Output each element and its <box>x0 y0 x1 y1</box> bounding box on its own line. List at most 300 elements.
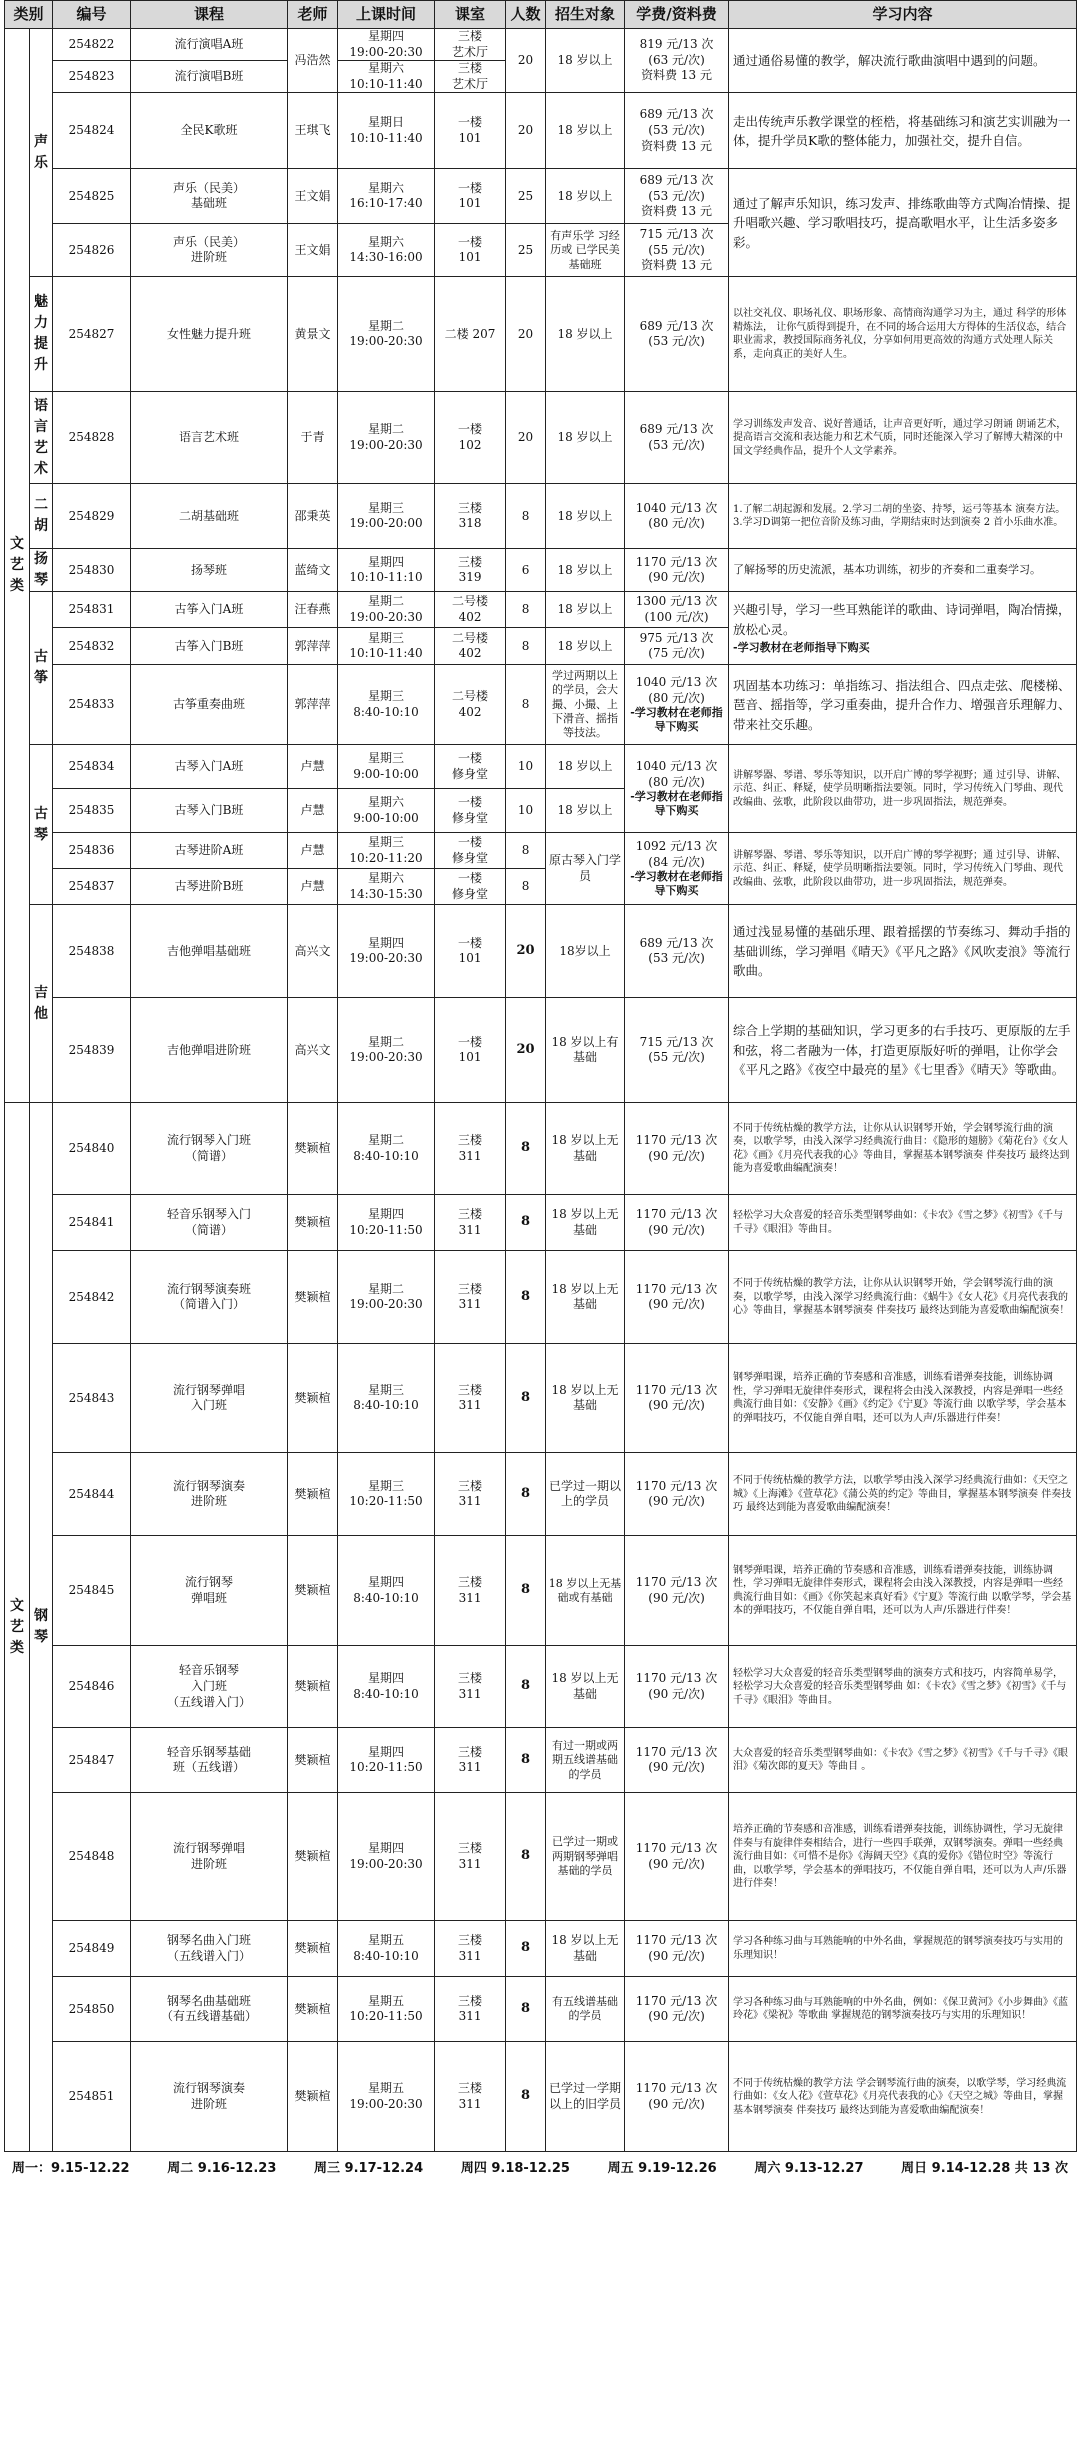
content: 通过了解声乐知识，练习发声、排练歌曲等方式陶冶情操、提升唱歌兴趣、学习歌唱技巧，提高歌唱水平，让生活多姿多彩。 <box>729 169 1077 277</box>
category-cell: 文 艺 类 <box>5 29 30 1103</box>
table-row <box>5 1977 1077 2042</box>
course-id: 254848 <box>53 1793 131 1921</box>
footer-sunday: 周日 9.14-12.28 共 13 次 <box>901 2161 1068 2177</box>
course-id: 254846 <box>53 1646 131 1728</box>
subcategory-cell: 扬 琴 <box>30 549 53 592</box>
teacher: 卢慧 <box>288 833 338 869</box>
footer-friday: 周五 9.19-12.26 <box>607 2161 717 2177</box>
teacher: 樊颖楦 <box>288 1103 338 1195</box>
classroom: 三楼 311 <box>435 1195 506 1251</box>
table-row <box>5 29 1077 61</box>
table-row <box>5 1103 1077 1195</box>
fee: 689 元/13 次 (53 元/次) 资料费 13 元 <box>625 169 729 224</box>
target: 18 岁以上有基础 <box>546 998 625 1103</box>
classroom: 三楼 311 <box>435 1977 506 2042</box>
course-name: 古琴进阶B班 <box>131 869 288 905</box>
teacher: 樊颖楦 <box>288 1977 338 2042</box>
subcategory-cell: 钢 琴 <box>30 1103 53 2152</box>
table-row <box>5 745 1077 789</box>
category-cell: 文 艺 类 <box>5 1103 30 2152</box>
content: 大众喜爱的轻音乐类型钢琴曲如：《卡农》《雪之梦》《初雪》《千与千寻》《眼泪》《菊次郎的夏天》等曲目 。 <box>729 1728 1077 1793</box>
fee-cell <box>625 665 729 745</box>
class-time: 星期二 8:40-10:10 <box>338 1103 435 1195</box>
class-time: 星期六 10:10-11:40 <box>338 61 435 93</box>
target: 有声乐学 习经历或 已学民美 基础班 <box>546 224 625 277</box>
header-capacity: 人数 <box>506 1 546 29</box>
target: 18 岁以上 <box>546 745 625 789</box>
classroom: 一楼 修身堂 <box>435 869 506 905</box>
teacher: 王文娟 <box>288 224 338 277</box>
content: 钢琴弹唱课，培养正确的节奏感和音准感，训练看谱弹奏技能，训练协调性，学习弹唱无旋律伴奏形式，课程将会由浅入深教授，内容是弹唱一些经典流行曲目如：《安静》《画》《约定》《宁夏》等流行曲 以歌学琴，学会基本的弹唱技巧，不仅能自弹自唱，还可以为人声/乐器进行伴奏！ <box>729 1344 1077 1453</box>
fee: 1040 元/13 次 (80 元/次) <box>635 758 718 789</box>
content: 通过浅显易懂的基础乐理、跟着摇摆的节奏练习、舞动手指的基础训练，学习弹唱《晴天》《平凡之路》《风吹麦浪》等流行歌曲。 <box>729 905 1077 998</box>
teacher: 王琪飞 <box>288 93 338 169</box>
course-name: 声乐（民美） 进阶班 <box>131 224 288 277</box>
course-id: 254831 <box>53 592 131 628</box>
class-time: 星期三 10:10-11:40 <box>338 628 435 665</box>
course-name: 古筝入门A班 <box>131 592 288 628</box>
table-row <box>5 2042 1077 2152</box>
material-note: -学习教材在老师指导下购买 <box>630 870 723 898</box>
content: 走出传统声乐教学课堂的桎梏，将基础练习和演艺实训融为一体，提升学员K歌的整体能力，加强社交，提升自信。 <box>729 93 1077 169</box>
content: 兴趣引导，学习一些耳熟能详的歌曲、诗词弹唱，陶冶情操，放松心灵。 <box>733 602 1071 637</box>
course-id: 254823 <box>53 61 131 93</box>
capacity: 8 <box>506 2042 546 2152</box>
class-time: 星期二 19:00-20:30 <box>338 998 435 1103</box>
teacher: 樊颖楦 <box>288 1344 338 1453</box>
table-row <box>5 1195 1077 1251</box>
course-name: 全民K歌班 <box>131 93 288 169</box>
course-name: 吉他弹唱进阶班 <box>131 998 288 1103</box>
target: 已学过一期或两期钢琴弹唱基础的学员 <box>546 1793 625 1921</box>
class-time: 星期三 10:20-11:50 <box>338 1453 435 1536</box>
course-name: 吉他弹唱基础班 <box>131 905 288 998</box>
capacity: 8 <box>506 484 546 549</box>
header-time: 上课时间 <box>338 1 435 29</box>
capacity: 8 <box>506 1251 546 1344</box>
course-id: 254833 <box>53 665 131 745</box>
capacity: 10 <box>506 789 546 833</box>
target: 有过一期或两期五线谱基础的学员 <box>546 1728 625 1793</box>
classroom: 二楼 207 <box>435 277 506 392</box>
target: 18岁以上 <box>546 905 625 998</box>
classroom: 二号楼 402 <box>435 592 506 628</box>
content: 轻松学习大众喜爱的轻音乐类型钢琴曲的演奏方式和技巧，内容简单易学，轻松学习大众喜爱的轻音乐类型钢琴曲 如：《卡农》《雪之梦》《初雪》《千与千寻》《眼泪》等曲目。 <box>729 1646 1077 1728</box>
capacity: 8 <box>506 1921 546 1977</box>
course-name: 流行钢琴弹唱 入门班 <box>131 1344 288 1453</box>
class-time: 星期二 19:00-20:30 <box>338 392 435 484</box>
classroom: 三楼 319 <box>435 549 506 592</box>
classroom: 三楼 311 <box>435 1453 506 1536</box>
course-id: 254850 <box>53 1977 131 2042</box>
class-time: 星期三 19:00-20:00 <box>338 484 435 549</box>
classroom: 三楼 311 <box>435 2042 506 2152</box>
fee: 1170 元/13 次 (90 元/次) <box>625 1793 729 1921</box>
course-id: 254842 <box>53 1251 131 1344</box>
course-id: 254839 <box>53 998 131 1103</box>
content: 巩固基本功练习：单指练习、指法组合、四点走弦、爬楼梯、琶音、摇指等，学习重奏曲，提升合作力、增强音乐理解力、带来社交乐趣。 <box>729 665 1077 745</box>
course-id: 254836 <box>53 833 131 869</box>
header-content: 学习内容 <box>729 1 1077 29</box>
capacity: 20 <box>506 29 546 93</box>
course-id: 254841 <box>53 1195 131 1251</box>
course-id: 254840 <box>53 1103 131 1195</box>
course-name: 流行钢琴演奏 进阶班 <box>131 1453 288 1536</box>
header-fee: 学费/资料费 <box>625 1 729 29</box>
footer-saturday: 周六 9.13-12.27 <box>754 2161 864 2177</box>
teacher: 樊颖楦 <box>288 1453 338 1536</box>
table-row <box>5 1344 1077 1453</box>
target: 18 岁以上 <box>546 549 625 592</box>
target: 18 岁以上 <box>546 277 625 392</box>
class-time: 星期四 10:20-11:50 <box>338 1195 435 1251</box>
course-table <box>4 0 1077 2152</box>
class-time: 星期三 8:40-10:10 <box>338 1344 435 1453</box>
table-row <box>5 549 1077 592</box>
material-note: -学习教材在老师指导下购买 <box>630 706 723 734</box>
capacity: 20 <box>506 905 546 998</box>
teacher: 郭萍萍 <box>288 665 338 745</box>
header-row <box>5 1 1077 29</box>
teacher: 蓝绮文 <box>288 549 338 592</box>
course-name: 古琴入门B班 <box>131 789 288 833</box>
fee: 689 元/13 次 (53 元/次) <box>625 905 729 998</box>
content: 学习各种练习曲与耳熟能响的中外名曲，例如：《保卫黄河》《小步舞曲》《蓝玲花》《梁祝》等歌曲 掌握规范的钢琴演奏技巧与实用的乐理知识！ <box>729 1977 1077 2042</box>
classroom: 一楼 修身堂 <box>435 745 506 789</box>
course-id: 254847 <box>53 1728 131 1793</box>
class-time: 星期二 19:00-20:30 <box>338 592 435 628</box>
content: 讲解琴器、琴谱、琴乐等知识，以开启广博的琴学视野；通 过引导、讲解、示范、纠正、释疑，使学员明晰指法要领。同时，学习传统入门琴曲、现代改编曲、弦歌，此阶段以曲带功，进一步巩固指法，规范弹奏。 <box>729 833 1077 905</box>
classroom: 一楼 101 <box>435 998 506 1103</box>
class-time: 星期二 19:00-20:30 <box>338 277 435 392</box>
teacher: 邵秉英 <box>288 484 338 549</box>
class-time: 星期六 14:30-16:00 <box>338 224 435 277</box>
course-name: 古琴进阶A班 <box>131 833 288 869</box>
fee: 1170 元/13 次 (90 元/次) <box>625 1728 729 1793</box>
class-time: 星期四 19:00-20:30 <box>338 905 435 998</box>
teacher: 高兴文 <box>288 998 338 1103</box>
classroom: 一楼 101 <box>435 169 506 224</box>
fee-cell <box>625 745 729 833</box>
capacity: 8 <box>506 1793 546 1921</box>
classroom: 一楼 102 <box>435 392 506 484</box>
course-id: 254844 <box>53 1453 131 1536</box>
course-id: 254830 <box>53 549 131 592</box>
classroom: 三楼 311 <box>435 1103 506 1195</box>
content: 不同于传统枯燥的教学方法 学会钢琴流行曲的演奏，以歌学琴，学习经典流行曲如：《女人花》《萱草花》《月亮代表我的心》《天空之城》等曲目，掌握基本钢琴演奏 伴奏技巧 最终达到能为喜爱歌曲编配演奏！ <box>729 2042 1077 2152</box>
fee: 1040 元/13 次 (80 元/次) <box>625 484 729 549</box>
class-time: 星期三 9:00-10:00 <box>338 745 435 789</box>
classroom: 三楼 318 <box>435 484 506 549</box>
material-note: -学习教材在老师指导下购买 <box>630 790 723 818</box>
table-row <box>5 1536 1077 1646</box>
fee: 1170 元/13 次 (90 元/次) <box>625 1977 729 2042</box>
teacher: 郭萍萍 <box>288 628 338 665</box>
course-id: 254834 <box>53 745 131 789</box>
capacity: 8 <box>506 1195 546 1251</box>
course-id: 254851 <box>53 2042 131 2152</box>
course-name: 流行钢琴入门班 （简谱） <box>131 1103 288 1195</box>
capacity: 8 <box>506 833 546 869</box>
header-target: 招生对象 <box>546 1 625 29</box>
fee: 819 元/13 次 (63 元/次) 资料费 13 元 <box>625 29 729 93</box>
course-name: 流行钢琴演奏 进阶班 <box>131 2042 288 2152</box>
header-id: 编号 <box>53 1 131 29</box>
content: 综合上学期的基础知识，学习更多的右手技巧、更原版的左手和弦，将二者融为一体，打造更原版好听的弹唱，让你学会《平凡之路》《夜空中最亮的星》《七里香》《晴天》等歌曲。 <box>729 998 1077 1103</box>
target: 有五线谱基础的学员 <box>546 1977 625 2042</box>
classroom: 二号楼 402 <box>435 628 506 665</box>
subcategory-cell: 二 胡 <box>30 484 53 549</box>
classroom: 一楼 修身堂 <box>435 833 506 869</box>
capacity: 8 <box>506 592 546 628</box>
content: 钢琴弹唱课，培养正确的节奏感和音准感，训练看谱弹奏技能，训练协调性，学习弹唱无旋律伴奏形式，课程将会由浅入深教授，内容是弹唱一些经典流行曲目如：《画》《你笑起来真好看》《宁夏》等流行曲 以歌学琴，学会基本的弹唱技巧，不仅能自弹自唱，还可以为人声/乐器进行伴奏！ <box>729 1536 1077 1646</box>
course-name: 古筝重奏曲班 <box>131 665 288 745</box>
classroom: 一楼 101 <box>435 905 506 998</box>
fee: 689 元/13 次 (53 元/次) 资料费 13 元 <box>625 93 729 169</box>
fee: 1170 元/13 次 (90 元/次) <box>625 1195 729 1251</box>
classroom: 二号楼 402 <box>435 665 506 745</box>
header-teacher: 老师 <box>288 1 338 29</box>
capacity: 8 <box>506 1344 546 1453</box>
material-note: -学习教材在老师指导下购买 <box>733 641 870 655</box>
course-id: 254838 <box>53 905 131 998</box>
fee: 1170 元/13 次 (90 元/次) <box>625 1453 729 1536</box>
capacity: 20 <box>506 998 546 1103</box>
course-name: 声乐（民美） 基础班 <box>131 169 288 224</box>
teacher: 汪春燕 <box>288 592 338 628</box>
content: 学习训练发声发音、说好普通话，让声音更好听，通过学习朗诵 朗诵艺术，提高语言交流和表达能力和艺术气质，同时还能深入学习了解博大精深的中国文学经典作品，提升个人文学素养。 <box>729 392 1077 484</box>
teacher: 樊颖楦 <box>288 1251 338 1344</box>
capacity: 8 <box>506 1103 546 1195</box>
classroom: 一楼 101 <box>435 93 506 169</box>
table-row <box>5 1646 1077 1728</box>
capacity: 20 <box>506 93 546 169</box>
target: 原古琴入门学员 <box>546 833 625 905</box>
course-name: 轻音乐钢琴基础 班（五线谱） <box>131 1728 288 1793</box>
course-id: 254835 <box>53 789 131 833</box>
teacher: 樊颖楦 <box>288 2042 338 2152</box>
teacher: 黄景文 <box>288 277 338 392</box>
table-row <box>5 484 1077 549</box>
footer-monday: 周一：9.15-12.22 <box>12 2161 130 2177</box>
course-id: 254849 <box>53 1921 131 1977</box>
course-name: 古琴入门A班 <box>131 745 288 789</box>
table-row <box>5 592 1077 628</box>
course-name: 流行钢琴弹唱 进阶班 <box>131 1793 288 1921</box>
content: 以社交礼仪、职场礼仪、职场形象、高情商沟通学习为主，通过 科学的形体精炼法， 让你气质得到提升，在不同的场合运用大方得体的生活仪态，结合职业需求，教授国际商务礼仪，分享如何用更高效的沟通方式处理人际关系，走向真正的美好人生。 <box>729 277 1077 392</box>
capacity: 8 <box>506 1977 546 2042</box>
class-time: 星期五 10:20-11:50 <box>338 1977 435 2042</box>
table-row <box>5 1728 1077 1793</box>
classroom: 三楼 艺术厅 <box>435 29 506 61</box>
target: 18 岁以上无基础 <box>546 1195 625 1251</box>
classroom: 三楼 艺术厅 <box>435 61 506 93</box>
course-id: 254837 <box>53 869 131 905</box>
table-row <box>5 277 1077 392</box>
course-id: 254825 <box>53 169 131 224</box>
schedule-footer <box>4 2152 1076 2176</box>
content: 了解扬琴的历史流派，基本功训练，初步的齐奏和二重奏学习。 <box>729 549 1077 592</box>
class-time: 星期四 19:00-20:30 <box>338 1793 435 1921</box>
target: 18 岁以上无基础 <box>546 1251 625 1344</box>
footer-wednesday: 周三 9.17-12.24 <box>314 2161 424 2177</box>
header-room: 课室 <box>435 1 506 29</box>
table-row <box>5 169 1077 224</box>
content: 学习各种练习曲与耳熟能响的中外名曲，掌握规范的钢琴演奏技巧与实用的乐理知识！ <box>729 1921 1077 1977</box>
class-time: 星期四 8:40-10:10 <box>338 1646 435 1728</box>
fee-cell <box>625 833 729 905</box>
target: 18 岁以上 <box>546 93 625 169</box>
fee: 1170 元/13 次 (90 元/次) <box>625 1344 729 1453</box>
class-time: 星期三 10:20-11:20 <box>338 833 435 869</box>
table-row <box>5 1453 1077 1536</box>
capacity: 8 <box>506 628 546 665</box>
course-name: 扬琴班 <box>131 549 288 592</box>
target: 18 岁以上无基础 <box>546 1921 625 1977</box>
content: 轻松学习大众喜爱的轻音乐类型钢琴曲如：《卡农》《雪之梦》《初雪》《千与千寻》《眼泪》等曲目。 <box>729 1195 1077 1251</box>
course-name: 钢琴名曲基础班 （有五线谱基础） <box>131 1977 288 2042</box>
classroom: 三楼 311 <box>435 1646 506 1728</box>
fee: 715 元/13 次 (55 元/次) 资料费 13 元 <box>625 224 729 277</box>
class-time: 星期六 16:10-17:40 <box>338 169 435 224</box>
course-name: 轻音乐钢琴 入门班 （五线谱入门） <box>131 1646 288 1728</box>
class-time: 星期日 10:10-11:40 <box>338 93 435 169</box>
teacher: 王文娟 <box>288 169 338 224</box>
content: 不同于传统枯燥的教学方法，让你从认识钢琴开始，学会钢琴流行曲的演奏，以歌学琴，由浅入深学习经典流行曲目：《隐形的翅膀》《菊花台》《女人花》《画》《月亮代表我的心》等曲目，掌握基本钢琴演奏 伴奏技巧 最终达到能为喜爱歌曲编配演奏！ <box>729 1103 1077 1195</box>
course-id: 254845 <box>53 1536 131 1646</box>
class-time: 星期五 8:40-10:10 <box>338 1921 435 1977</box>
subcategory-cell: 声 乐 <box>30 29 53 277</box>
classroom: 三楼 311 <box>435 1344 506 1453</box>
target: 18 岁以上无基础或有基础 <box>546 1536 625 1646</box>
footer-thursday: 周四 9.18-12.25 <box>460 2161 570 2177</box>
content-cell <box>729 592 1077 665</box>
class-time: 星期二 19:00-20:30 <box>338 1251 435 1344</box>
course-id: 254843 <box>53 1344 131 1453</box>
table-row <box>5 998 1077 1103</box>
capacity: 10 <box>506 745 546 789</box>
target: 已学过一期以上的学员 <box>546 1453 625 1536</box>
course-name: 流行钢琴 弹唱班 <box>131 1536 288 1646</box>
classroom: 三楼 311 <box>435 1251 506 1344</box>
table-row <box>5 392 1077 484</box>
course-name: 钢琴名曲入门班 （五线谱入门） <box>131 1921 288 1977</box>
page <box>4 0 1076 2176</box>
teacher: 卢慧 <box>288 745 338 789</box>
capacity: 8 <box>506 1646 546 1728</box>
fee: 975 元/13 次 (75 元/次) <box>625 628 729 665</box>
fee: 689 元/13 次 (53 元/次) <box>625 392 729 484</box>
target: 18 岁以上无基础 <box>546 1103 625 1195</box>
subcategory-cell: 吉 他 <box>30 905 53 1103</box>
target: 18 岁以上 <box>546 592 625 628</box>
capacity: 25 <box>506 224 546 277</box>
teacher: 樊颖楦 <box>288 1728 338 1793</box>
course-id: 254826 <box>53 224 131 277</box>
course-name: 女性魅力提升班 <box>131 277 288 392</box>
course-id: 254829 <box>53 484 131 549</box>
classroom: 三楼 311 <box>435 1536 506 1646</box>
target: 学过两期以上的学员，会大撮、小撮、上下滑音、摇指等技法。 <box>546 665 625 745</box>
fee: 1170 元/13 次 (90 元/次) <box>625 2042 729 2152</box>
class-time: 星期四 19:00-20:30 <box>338 29 435 61</box>
teacher: 樊颖楦 <box>288 1921 338 1977</box>
course-name: 流行演唱A班 <box>131 29 288 61</box>
target: 已学过一学期以上的旧学员 <box>546 2042 625 2152</box>
course-name: 语言艺术班 <box>131 392 288 484</box>
target: 18 岁以上 <box>546 392 625 484</box>
class-time: 星期三 8:40-10:10 <box>338 665 435 745</box>
teacher: 高兴文 <box>288 905 338 998</box>
capacity: 6 <box>506 549 546 592</box>
capacity: 8 <box>506 1536 546 1646</box>
subcategory-cell: 语 言 艺 术 <box>30 392 53 484</box>
capacity: 20 <box>506 277 546 392</box>
fee: 1170 元/13 次 (90 元/次) <box>625 1536 729 1646</box>
fee: 689 元/13 次 (53 元/次) <box>625 277 729 392</box>
fee: 1040 元/13 次 (80 元/次) <box>635 674 718 705</box>
subcategory-cell: 古 筝 <box>30 592 53 745</box>
fee: 715 元/13 次 (55 元/次) <box>625 998 729 1103</box>
fee: 1300 元/13 次 (100 元/次) <box>625 592 729 628</box>
fee: 1170 元/13 次 (90 元/次) <box>625 1921 729 1977</box>
course-id: 254824 <box>53 93 131 169</box>
content: 不同于传统枯燥的教学方法，以歌学琴由浅入深学习经典流行曲如：《天空之城》《上海滩》《萱草花》《蒲公英的约定》等曲目，掌握基本钢琴演奏 伴奏技巧 最终达到能为喜爱歌曲编配演奏！ <box>729 1453 1077 1536</box>
capacity: 8 <box>506 869 546 905</box>
target: 18 岁以上 <box>546 29 625 93</box>
table-row <box>5 905 1077 998</box>
course-name: 流行演唱B班 <box>131 61 288 93</box>
table-row <box>5 665 1077 745</box>
course-id: 254822 <box>53 29 131 61</box>
fee: 1170 元/13 次 (90 元/次) <box>625 549 729 592</box>
content: 不同于传统枯燥的教学方法，让你从认识钢琴开始，学会钢琴流行曲的演奏，以歌学琴，由浅入深学习经典流行曲：《蜗牛》《女人花》《月亮代表我的心》等曲目，掌握基本钢琴演奏 伴奏技巧 最终达到能为喜爱歌曲编配演奏！ <box>729 1251 1077 1344</box>
class-time: 星期四 8:40-10:10 <box>338 1536 435 1646</box>
class-time: 星期五 19:00-20:30 <box>338 2042 435 2152</box>
capacity: 8 <box>506 1728 546 1793</box>
table-row <box>5 1251 1077 1344</box>
course-name: 轻音乐钢琴入门 （简谱） <box>131 1195 288 1251</box>
content: 1.了解二胡起源和发展。2.学习二胡的坐姿、持琴，运弓等基本 演奏方法。3.学习D调第一把位音阶及练习曲，学期结束时达到演奏 2 首小乐曲水准。 <box>729 484 1077 549</box>
course-name: 二胡基础班 <box>131 484 288 549</box>
subcategory-cell: 魅 力 提 升 <box>30 277 53 392</box>
capacity: 20 <box>506 392 546 484</box>
capacity: 8 <box>506 1453 546 1536</box>
content: 通过通俗易懂的教学，解决流行歌曲演唱中遇到的问题。 <box>729 29 1077 93</box>
capacity: 8 <box>506 665 546 745</box>
classroom: 三楼 311 <box>435 1728 506 1793</box>
table-row <box>5 1793 1077 1921</box>
classroom: 一楼 101 <box>435 224 506 277</box>
class-time: 星期四 10:10-11:10 <box>338 549 435 592</box>
target: 18 岁以上 <box>546 789 625 833</box>
target: 18 岁以上 <box>546 628 625 665</box>
table-row <box>5 1921 1077 1977</box>
content: 培养正确的节奏感和音准感，训练看谱弹奏技能，训练协调性，学习无旋律伴奏与有旋律伴奏相结合，进行一些四手联弹，双钢琴演奏。弹唱一些经典流行曲目如：《可惜不是你》《海阔天空》《真的爱你》《错位时空》等流行曲，以歌学琴，学会基本的弹唱技巧，不仅能自弹自唱，还可以为人声/乐器进行伴奏！ <box>729 1793 1077 1921</box>
target: 18 岁以上无基础 <box>546 1646 625 1728</box>
classroom: 一楼 修身堂 <box>435 789 506 833</box>
fee: 1092 元/13 次 (84 元/次) <box>635 838 718 869</box>
teacher: 卢慧 <box>288 869 338 905</box>
classroom: 三楼 311 <box>435 1793 506 1921</box>
course-id: 254827 <box>53 277 131 392</box>
subcategory-cell: 古 琴 <box>30 745 53 905</box>
teacher: 樊颖楦 <box>288 1536 338 1646</box>
class-time: 星期六 14:30-15:30 <box>338 869 435 905</box>
classroom: 三楼 311 <box>435 1921 506 1977</box>
course-name: 流行钢琴演奏班 （简谱入门） <box>131 1251 288 1344</box>
teacher: 卢慧 <box>288 789 338 833</box>
